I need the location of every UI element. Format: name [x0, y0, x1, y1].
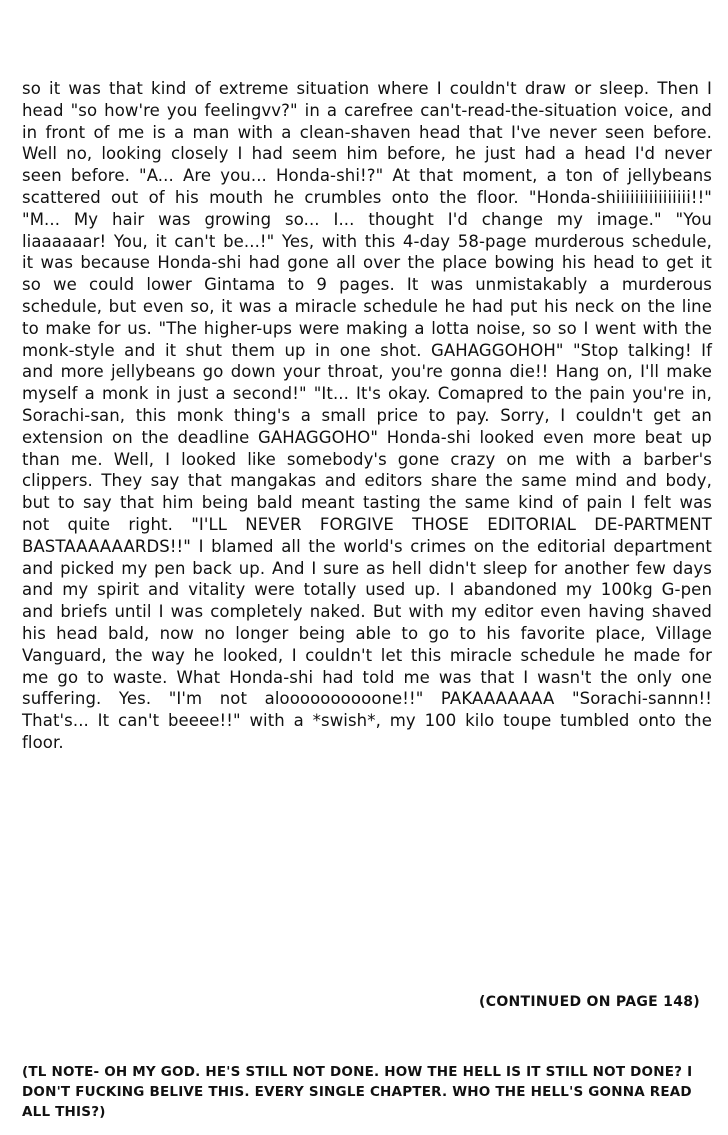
article-body-text: so it was that kind of extreme situation where I couldn't draw or sleep. Then I head "so how're you feelingvv?" in a carefree can't-read-the-situation voice, and in front of me is a man with a clean-shaven head that I've never seen before. Well no, looking closely I had seem him before, he just had a head I'd never seen before. "A... Are you... Honda-shi!?" At that moment, a ton of jellybeans scattered out of his mouth he crumbles onto the floor. "Honda-shiiiiiiiiiiiiiiii!!" "M... My hair was growing so... I... thought I'd change my image." "You liaaaaaar! You, it can't be...!" Yes, with this 4-day 58-page murderous schedule, it was because Honda-shi had gone all over the place bowing his head to get it so we could lower Gintama to 9 pages. It was unmistakably a murderous schedule, but even so, it was a miracle schedule he had put his neck on the line to make for us. "The higher-ups were making a lotta noise, so so I went with the monk-style and it shut them up in one shot. GAHAGGOHOH" "Stop talking! If and more jellybeans go down your throat, you're gonna die!! Hang on, I'll make myself a monk in just a second!" "It... It's okay. Comapred to the pain you're in, Sorachi-san, this monk thing's a small price to pay. Sorry, I couldn't get an extension on the deadline GAHAGGOHO" Honda-shi looked even more beat up than me. Well, I looked like somebody's gone crazy on me with a barber's clippers. They say that mangakas and editors share the same mind and body, but to say that him being bald meant tasting the same kind of pain I felt was not quite right. "I'LL NEVER FORGIVE THOSE EDITORIAL DE-PARTMENT BASTAAAAAARDS!!" I blamed all the world's crimes on the editorial department and picked my pen back up. And I sure as hell didn't sleep for another few days and my spirit and vitality were totally used up. I abandoned my 100kg G-pen and briefs until I was completely naked. But with my editor even having shaved his head bald, now no longer being able to go to his favorite place, Village Vanguard, the way he looked, I couldn't let this miracle schedule he made for me go to waste. What Honda-shi had told me was that I wasn't the only one suffering. Yes. "I'm not aloooooooooone!!" PAKAAAAAAA "Sorachi-sannn!! That's... It can't beeee!!" with a *swish*, my 100 kilo toupe tumbled onto the floor. [22, 79, 712, 752]
translator-note: (TL NOTE- OH MY GOD. HE'S STILL NOT DONE. HOW THE HELL IS IT STILL NOT DONE? I DON'T FUCKING BELIVE THIS. EVERY SINGLE CHAPTER. WHO THE HELL'S GONNA READ ALL THIS?) [22, 1064, 693, 1120]
continued-notice: (CONTINUED ON PAGE 148) [479, 994, 700, 1010]
